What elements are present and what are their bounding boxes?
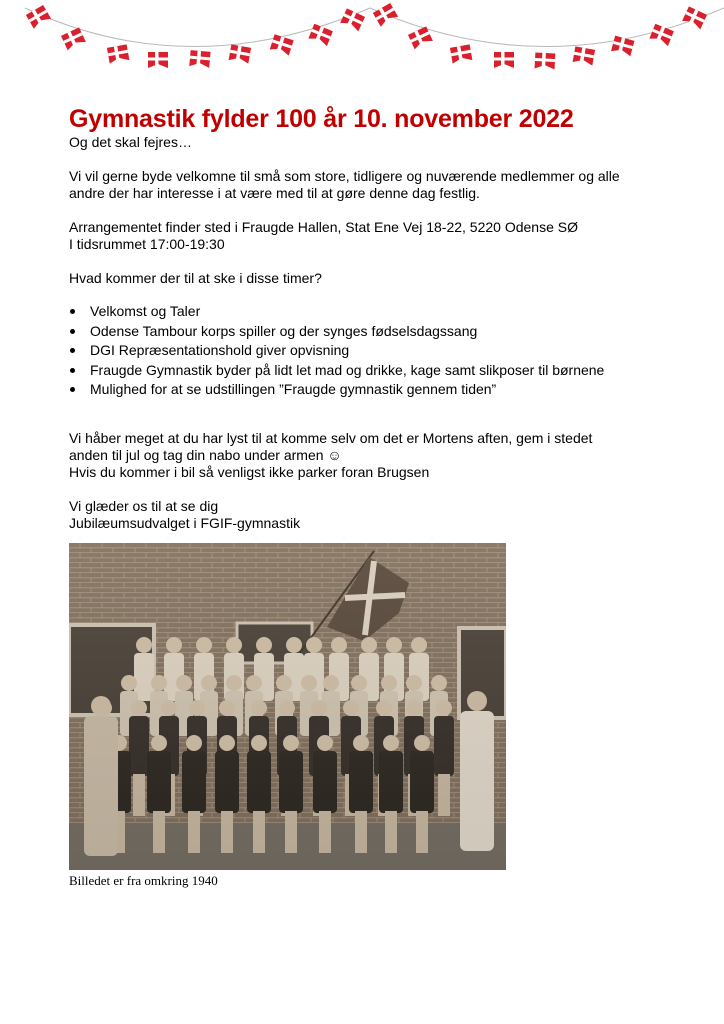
program-list (69, 302, 669, 400)
pennant-flag-icon (535, 52, 556, 69)
signature: Jubilæumsudvalget i FGIF-gymnastik (69, 514, 301, 531)
photo-caption: Billedet er fra omkring 1940 (69, 873, 218, 888)
location-address: Arrangementet finder sted i Fraugde Hallen, Stat Ene Vej 18-22, 5220 Odense SØ (69, 219, 578, 235)
pennant-flag-icon (611, 36, 634, 57)
flag-bunting (0, 0, 724, 80)
pennant-flag-icon (26, 5, 51, 29)
pennant-flag-icon (308, 24, 333, 46)
list-item: Mulighed for at se udstillingen ”Fraugde gymnastik gennem tiden” (69, 380, 669, 400)
list-item: Odense Tambour korps spiller og der synges fødselsdagssang (69, 322, 669, 342)
bullet-icon (70, 309, 75, 314)
closing-line: Vi glæder os til at se dig (69, 497, 219, 514)
pennant-flag-icon (494, 52, 514, 68)
intro-line-2: andre der har interesse i at være med til at gøre denne dag festlig. (69, 185, 480, 201)
pennant-flag-icon (107, 44, 129, 63)
pennant-flag-icon (373, 3, 398, 27)
pennant-flag-icon (573, 46, 595, 65)
pennant-flag-icon (649, 24, 674, 46)
hope-line-1: Vi håber meget at du har lyst til at komme selv om det er Mortens aften, gem i stedet (69, 429, 593, 446)
bullet-icon (70, 329, 75, 334)
pennant-flag-icon (229, 44, 251, 63)
bullet-icon (70, 348, 75, 353)
bullet-icon (70, 368, 75, 373)
list-item: Fraugde Gymnastik byder på lidt let mad og drikke, kage samt slikposer til børnene (69, 361, 669, 381)
historic-group-photo (69, 543, 506, 870)
list-item: Velkomst og Taler (69, 302, 669, 322)
pennant-flag-icon (270, 34, 294, 55)
program-question: Hvad kommer der til at ske i disse timer? (69, 270, 322, 286)
location-time: I tidsrummet 17:00-19:30 (69, 236, 225, 252)
subtitle: Og det skal fejres… (69, 134, 192, 150)
pennant-flag-icon (61, 27, 86, 50)
list-item: DGI Repræsentationshold giver opvisning (69, 341, 669, 361)
bullet-icon (70, 387, 75, 392)
pennant-flag-icon (148, 52, 168, 68)
pennant-flag-icon (450, 44, 472, 63)
hope-line-2: anden til jul og tag din nabo under armen ☺ (69, 446, 342, 463)
pennant-flag-icon (189, 50, 210, 68)
page-title: Gymnastik fylder 100 år 10. november 2022 (69, 105, 574, 133)
invitation-body (69, 104, 669, 532)
intro-line-1: Vi vil gerne byde velkomne til små som store, tidligere og nuværende medlemmer og alle (69, 168, 620, 184)
parking-note: Hvis du kommer i bil så venligst ikke parker foran Brugsen (69, 463, 430, 480)
pennant-flag-icon (682, 6, 707, 29)
